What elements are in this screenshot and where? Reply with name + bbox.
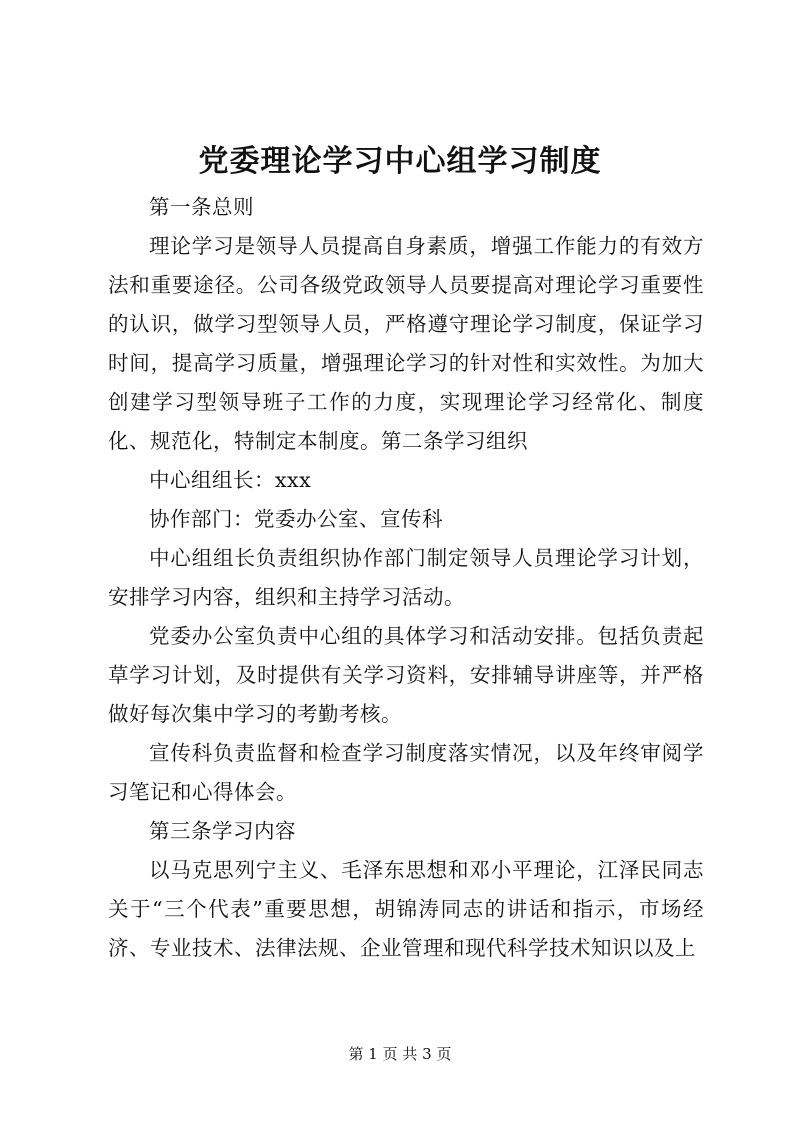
- paragraph-study-content: 以马克思列宁主义、毛泽东思想和邓小平理论，江泽民同志关于“三个代表”重要思想，胡锦涛同志的讲话和指示，市场经济、专业技术、法律法规、企业管理和现代科学技术知识以及上: [108, 858, 704, 960]
- paragraph-publicity-duties: 宣传科负责监督和检查学习制度落实情况，以及年终审阅学习笔记和心得体会。: [108, 741, 704, 804]
- document-title: 党委理论学习中心组学习制度: [198, 144, 602, 179]
- paragraph-party-office-duties: 党委办公室负责中心组的具体学习和活动安排。包括负责起草学习计划，及时提供有关学习资料，安排辅导讲座等，并严格做好每次集中学习的考勤考核。: [108, 624, 704, 726]
- paragraph-leader-duties: 中心组组长负责组织协作部门制定领导人员理论学习计划，安排学习内容，组织和主持学习活动。: [108, 546, 704, 609]
- page-number-footer: 第 1 页 共 3 页: [348, 1045, 452, 1063]
- paragraph-group-leader: 中心组组长：xxx: [149, 468, 312, 492]
- paragraph-general-principles: 理论学习是领导人员提高自身素质，增强工作能力的有效方法和重要途径。公司各级党政领导人员要提高对理论学习重要性的认识，做学习型领导人员，严格遵守理论学习制度，保证学习时间，提高学习质量，增强理论学习的针对性和实效性。为加大创建学习型领导班子工作的力度，实现理论学习经常化、制度化、规范化，特制定本制度。第二条学习组织: [108, 234, 704, 453]
- document-body: [108, 188, 704, 968]
- paragraph-section-3-heading: 第三条学习内容: [149, 819, 296, 843]
- paragraph-cooperating-departments: 协作部门：党委办公室、宣传科: [149, 507, 443, 531]
- paragraph-section-1-heading: 第一条总则: [149, 195, 254, 219]
